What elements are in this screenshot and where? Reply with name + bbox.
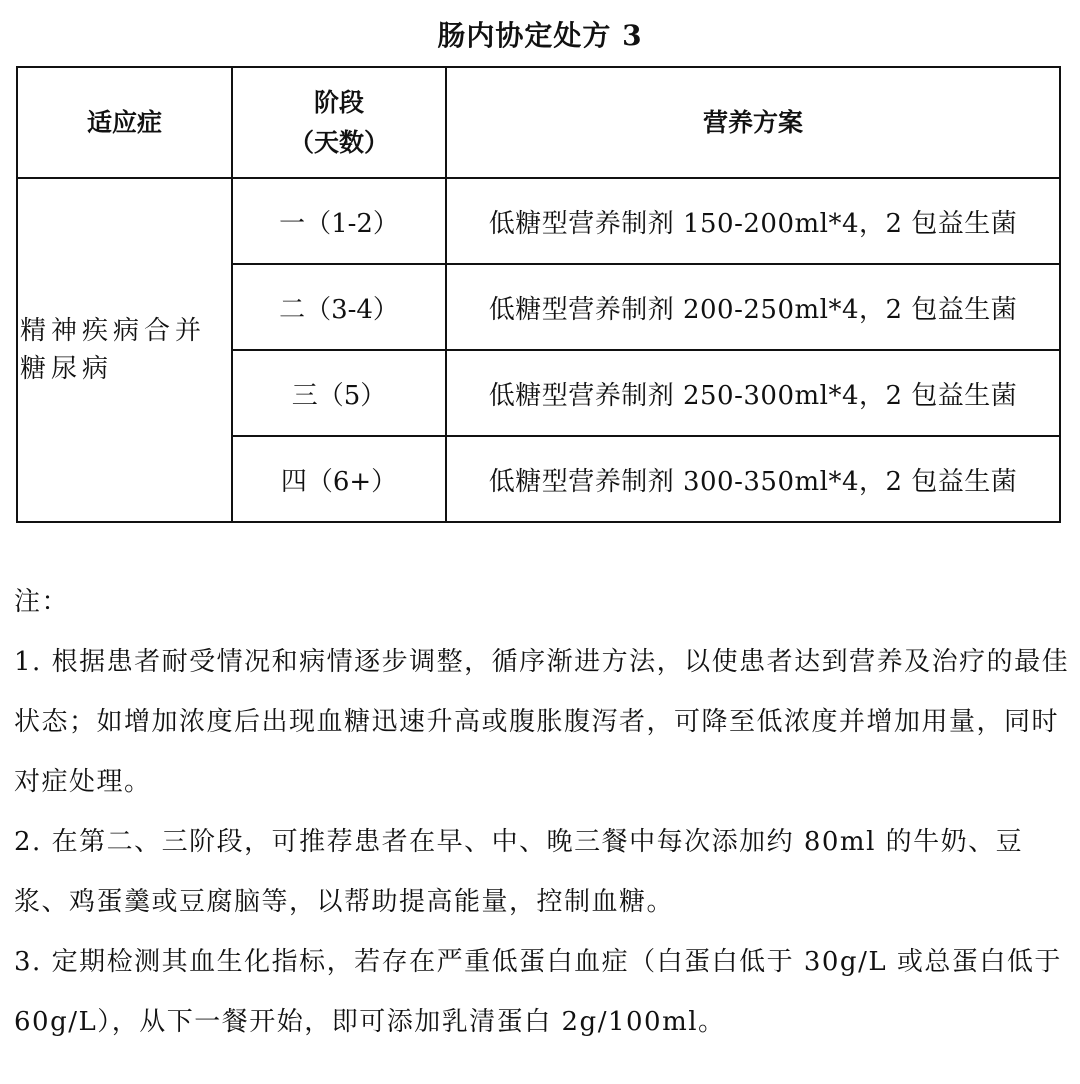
header-plan: 营养方案 xyxy=(446,67,1060,178)
header-stage xyxy=(232,67,446,178)
stage-cell: 四（6+） xyxy=(232,436,446,522)
note-item-3: 3. 定期检测其血生化指标，若存在严重低蛋白血症（白蛋白低于 30g/L 或总蛋白低于 60g/L），从下一餐开始，即可添加乳清蛋白 2g/100ml。 xyxy=(14,947,1062,1037)
plan-cell: 低糖型营养制剂 200-250ml*4，2 包益生菌 xyxy=(446,264,1060,350)
plan-cell: 低糖型营养制剂 250-300ml*4，2 包益生菌 xyxy=(446,350,1060,436)
document-title: 肠内协定处方 3 xyxy=(437,19,643,52)
stage-cell: 一（1-2） xyxy=(232,178,446,264)
notes-heading: 注： xyxy=(14,587,70,617)
prescription-table xyxy=(16,66,1061,523)
plan-cell: 低糖型营养制剂 300-350ml*4，2 包益生菌 xyxy=(446,436,1060,522)
header-stage-line1: 阶段 xyxy=(313,87,364,117)
stage-cell: 二（3-4） xyxy=(232,264,446,350)
header-indication: 适应症 xyxy=(17,67,232,178)
header-stage-line2: （天数） xyxy=(288,127,389,157)
table-row xyxy=(17,178,1060,264)
indication-cell: 精神疾病合并糖尿病 xyxy=(17,178,232,522)
plan-cell: 低糖型营养制剂 150-200ml*4，2 包益生菌 xyxy=(446,178,1060,264)
table-header-row xyxy=(17,67,1060,178)
stage-cell: 三（5） xyxy=(232,350,446,436)
notes-section xyxy=(14,572,1070,1052)
note-item-1: 1. 根据患者耐受情况和病情逐步调整，循序渐进方法，以使患者达到营养及治疗的最佳状态；如增加浓度后出现血糖迅速升高或腹胀腹泻者，可降至低浓度并增加用量，同时对症处理。 xyxy=(14,647,1070,797)
note-item-2: 2. 在第二、三阶段，可推荐患者在早、中、晚三餐中每次添加约 80ml 的牛奶、豆浆、鸡蛋羹或豆腐脑等，以帮助提高能量，控制血糖。 xyxy=(14,827,1024,917)
